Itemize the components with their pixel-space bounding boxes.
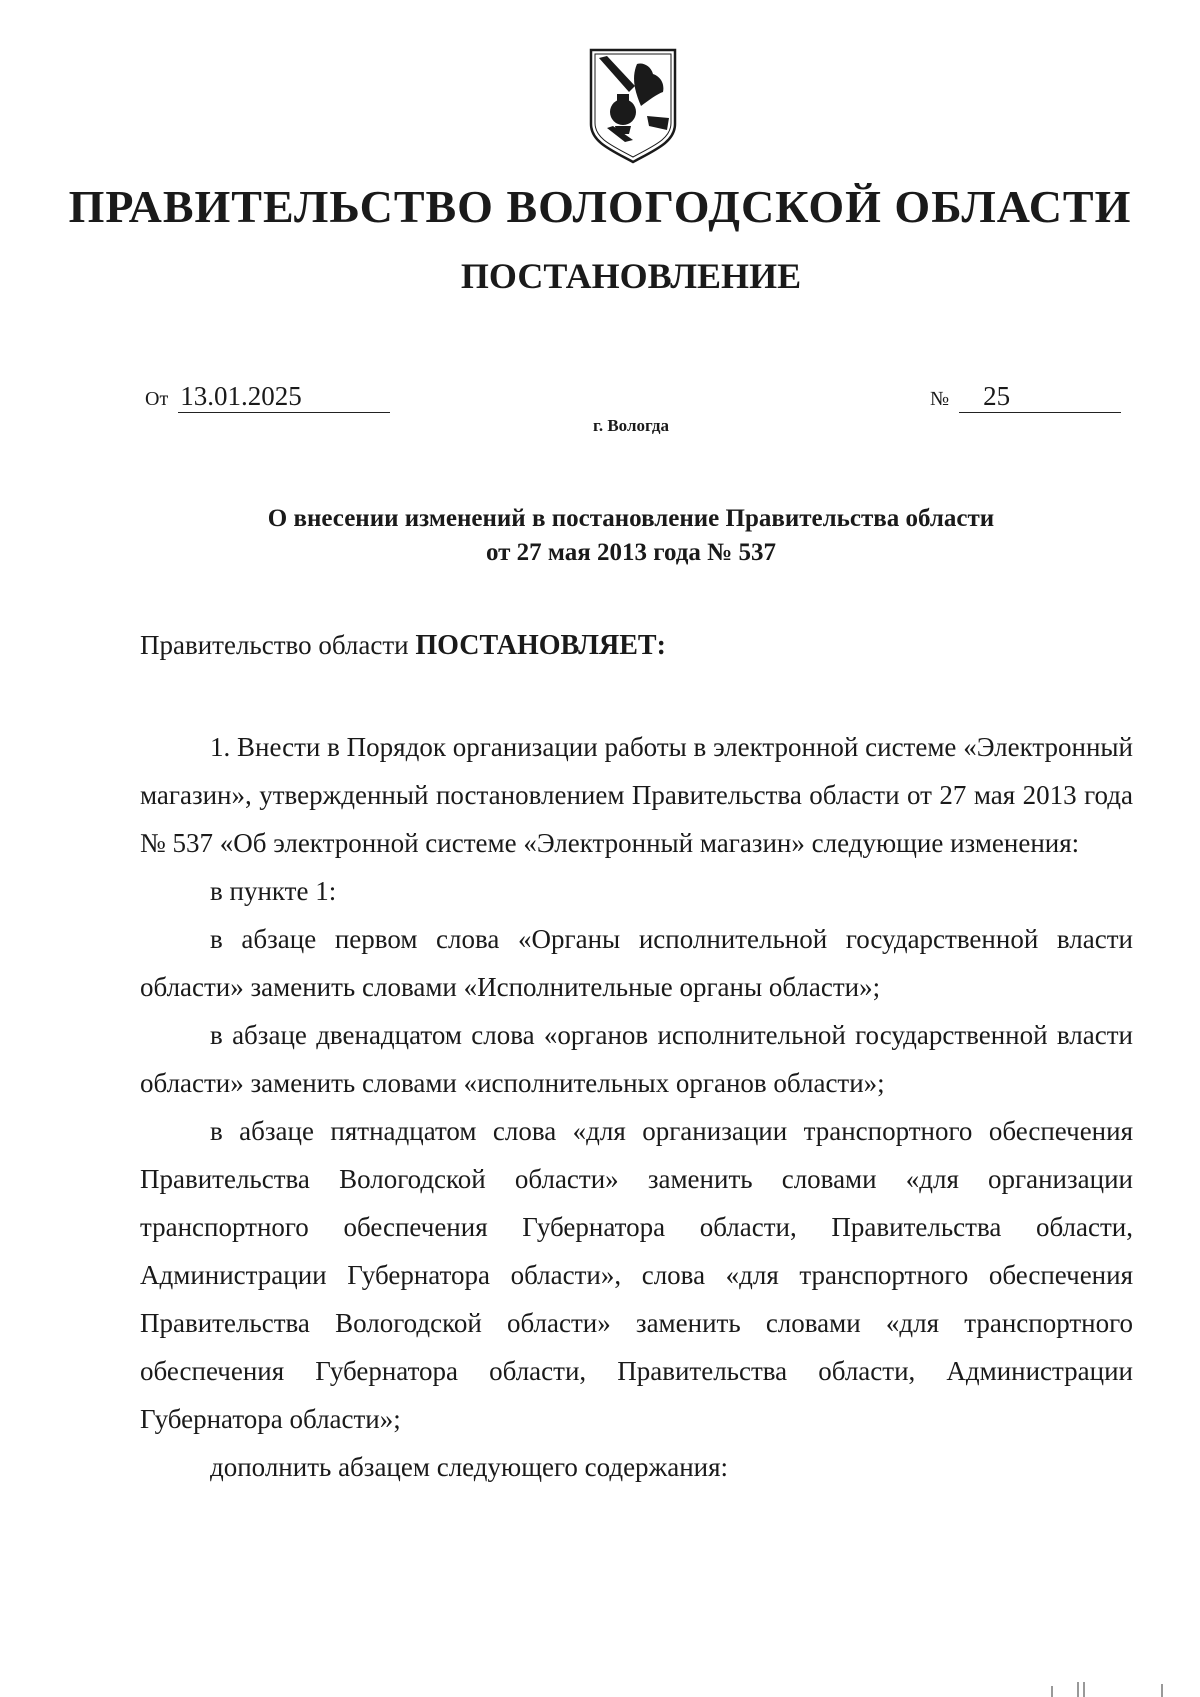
subject-line-1: О внесении изменений в постановление Правительства области [267,505,995,532]
paragraph: в абзаце двенадцатом слова «органов исполнительной государственной власти области» заменить словами «исполнительных органов области»; [140,1020,1133,1098]
preamble-emphasis: ПОСТАНОВЛЯЕТ: [415,630,666,661]
document-date [145,380,390,413]
government-title: ПРАВИТЕЛЬСТВО ВОЛОГОДСКОЙ ОБЛАСТИ [68,181,1132,232]
paragraph: дополнить абзацем следующего содержания: [210,1452,729,1482]
preamble [140,630,666,662]
scan-artifact [1050,1680,1170,1697]
document-body [140,723,1133,1491]
city: г. Вологда [593,416,669,435]
paragraph: в абзаце пятнадцатом слова «для организации транспортного обеспечения Правительства Вологодской области» заменить словами «для организации транспортного обеспечения Губернатора области, Правительства области, Администрации Губернатора области», слова «для транспортного обеспечения Правительства Вологодской области» заменить словами «для транспортного обеспечения Губернатора области, Правительства области, Администрации Губернатора области»; [140,1116,1133,1434]
paragraph: 1. Внести в Порядок организации работы в электронной системе «Электронный магазин», утвержденный постановлением Правительства области от 27 мая 2013 года № 537 «Об электронной системе «Электронный магазин» следующие изменения: [140,732,1133,858]
number-prefix: № [930,388,950,410]
document-number [930,380,1121,413]
paragraph: в пункте 1: [210,876,337,906]
coat-of-arms-icon [585,46,681,166]
document-subject [0,502,1200,570]
subject-line-2: от 27 мая 2013 года № 537 [485,539,777,566]
preamble-text: Правительство области [140,630,416,660]
paragraph: в абзаце первом слова «Органы исполнительной государственной власти области» заменить словами «Исполнительные органы области»; [140,924,1133,1002]
document-type: ПОСТАНОВЛЕНИЕ [460,256,802,296]
date-value: 13.01.2025 [178,380,390,413]
date-prefix: От [145,388,169,410]
number-value: 25 [959,380,1121,413]
